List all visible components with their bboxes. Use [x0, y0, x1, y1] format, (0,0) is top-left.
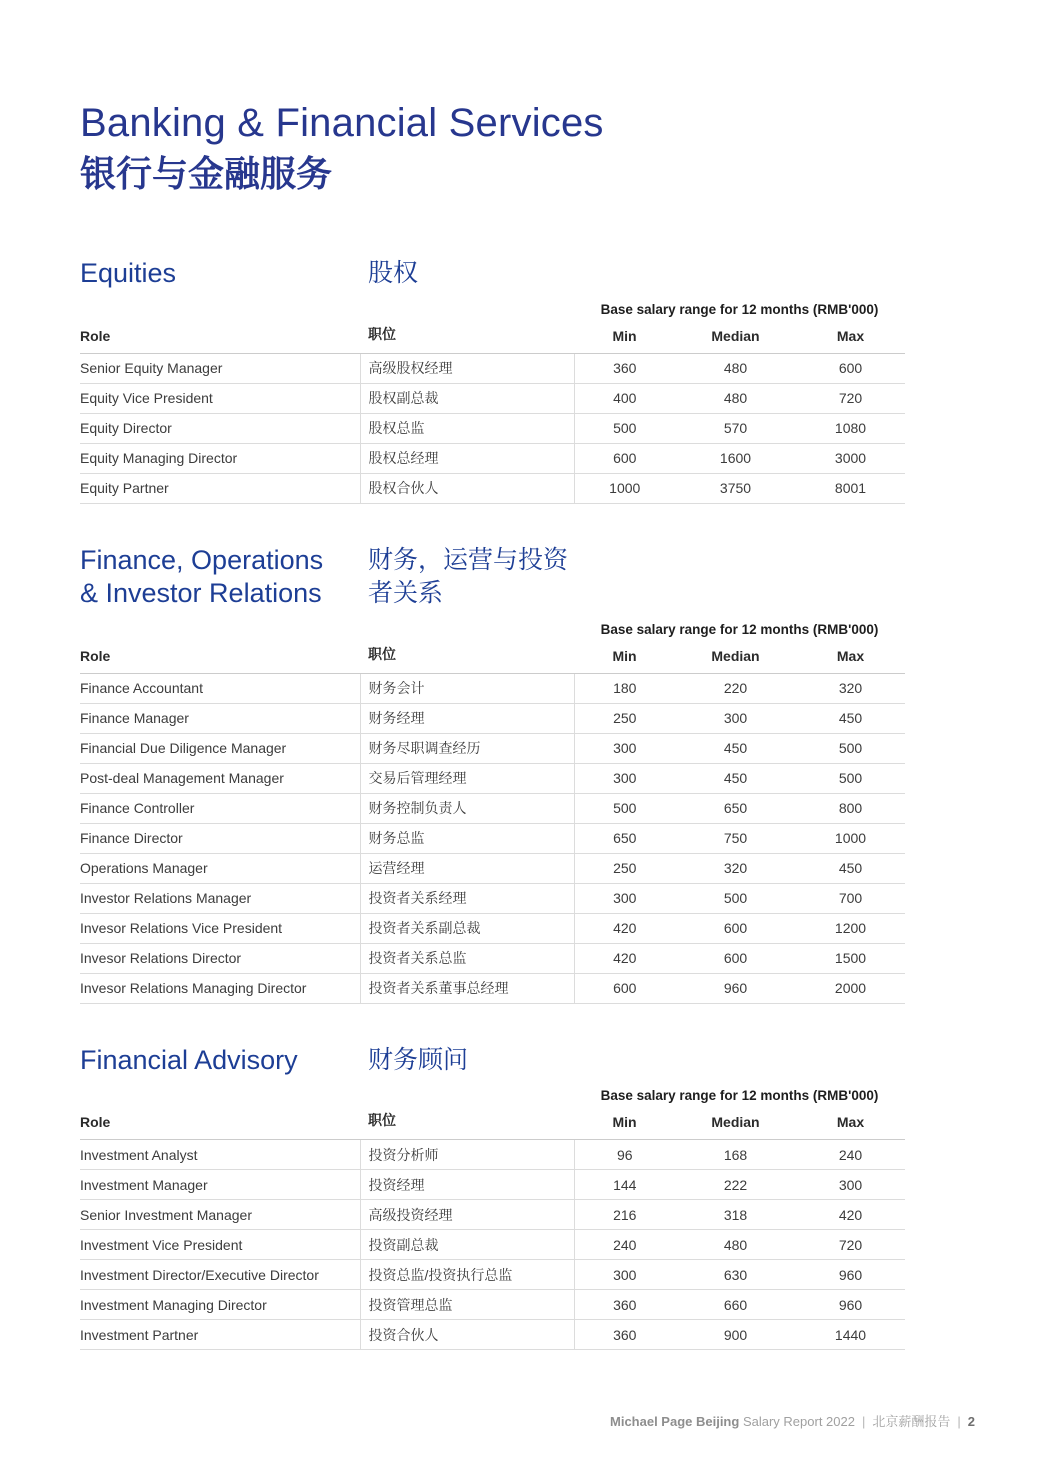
- table-row: [80, 383, 905, 413]
- cell-min: 216: [574, 1200, 675, 1230]
- cell-role-zh: 财务控制负责人: [360, 793, 574, 823]
- cell-role: Investment Partner: [80, 1320, 360, 1350]
- cell-role-zh: 投资副总裁: [360, 1230, 574, 1260]
- cell-role-zh: 投资分析师: [360, 1140, 574, 1170]
- cell-role: Finance Director: [80, 823, 360, 853]
- table-row: [80, 973, 905, 1003]
- cell-max: 320: [796, 673, 905, 703]
- cell-max: 300: [796, 1170, 905, 1200]
- salary-section: [80, 544, 905, 1004]
- table-row: [80, 763, 905, 793]
- table-row: [80, 883, 905, 913]
- cell-min: 250: [574, 853, 675, 883]
- cell-median: 750: [675, 823, 796, 853]
- cell-role-zh: 投资者关系总监: [360, 943, 574, 973]
- cell-median: 480: [675, 383, 796, 413]
- column-header-max: Max: [796, 324, 905, 354]
- cell-role: Operations Manager: [80, 853, 360, 883]
- cell-min: 360: [574, 1290, 675, 1320]
- table-row: [80, 1320, 905, 1350]
- salary-section: [80, 1044, 905, 1351]
- cell-min: 240: [574, 1230, 675, 1260]
- cell-median: 660: [675, 1290, 796, 1320]
- table-row: [80, 853, 905, 883]
- cell-role-zh: 投资合伙人: [360, 1320, 574, 1350]
- table-row: [80, 1230, 905, 1260]
- table-row: [80, 1170, 905, 1200]
- cell-min: 360: [574, 353, 675, 383]
- cell-role: Senior Investment Manager: [80, 1200, 360, 1230]
- salary-range-note: Base salary range for 12 months (RMB'000): [600, 1088, 879, 1104]
- table-row: [80, 793, 905, 823]
- column-header-role-zh: 职位: [360, 324, 574, 354]
- cell-median: 480: [675, 353, 796, 383]
- table-row: [80, 1140, 905, 1170]
- page-title-block: [80, 100, 905, 195]
- cell-role: Investment Vice President: [80, 1230, 360, 1260]
- cell-role-zh: 财务总监: [360, 823, 574, 853]
- cell-median: 222: [675, 1170, 796, 1200]
- column-header-median: Median: [675, 644, 796, 674]
- column-header-role: Role: [80, 1110, 360, 1140]
- salary-table: [80, 1110, 905, 1350]
- cell-role-zh: 高级股权经理: [360, 353, 574, 383]
- sections-container: [80, 257, 905, 1350]
- footer-separator: |: [957, 1414, 961, 1429]
- column-header-min: Min: [574, 324, 675, 354]
- cell-max: 2000: [796, 973, 905, 1003]
- cell-role: Equity Vice President: [80, 383, 360, 413]
- cell-role: Finance Accountant: [80, 673, 360, 703]
- table-row: [80, 823, 905, 853]
- table-row: [80, 673, 905, 703]
- cell-max: 720: [796, 383, 905, 413]
- cell-role: Post-deal Management Manager: [80, 763, 360, 793]
- cell-role: Senior Equity Manager: [80, 353, 360, 383]
- cell-min: 420: [574, 913, 675, 943]
- cell-min: 300: [574, 1260, 675, 1290]
- section-heading-en: Finance, Operations & Investor Relations: [80, 544, 324, 609]
- footer-report-title: Salary Report 2022: [742, 1414, 855, 1429]
- cell-median: 480: [675, 1230, 796, 1260]
- column-header-max: Max: [796, 1110, 905, 1140]
- cell-role: Equity Partner: [80, 473, 360, 503]
- salary-table: [80, 644, 905, 1004]
- footer-report-title-zh: 北京薪酬报告: [872, 1414, 951, 1429]
- cell-min: 300: [574, 763, 675, 793]
- cell-max: 1200: [796, 913, 905, 943]
- cell-max: 240: [796, 1140, 905, 1170]
- column-header-role: Role: [80, 324, 360, 354]
- cell-median: 318: [675, 1200, 796, 1230]
- cell-min: 360: [574, 1320, 675, 1350]
- page-title-en: Banking & Financial Services: [80, 101, 604, 145]
- cell-min: 650: [574, 823, 675, 853]
- cell-median: 570: [675, 413, 796, 443]
- table-body: [80, 1140, 905, 1350]
- table-row: [80, 913, 905, 943]
- cell-max: 1440: [796, 1320, 905, 1350]
- cell-role: Invesor Relations Vice President: [80, 913, 360, 943]
- cell-median: 600: [675, 943, 796, 973]
- cell-min: 96: [574, 1140, 675, 1170]
- column-header-max: Max: [796, 644, 905, 674]
- cell-role: Equity Managing Director: [80, 443, 360, 473]
- page-content: [80, 0, 905, 1350]
- cell-role-zh: 股权总监: [360, 413, 574, 443]
- cell-max: 420: [796, 1200, 905, 1230]
- cell-role-zh: 投资者关系副总裁: [360, 913, 574, 943]
- cell-role-zh: 财务尽职调查经历: [360, 733, 574, 763]
- cell-median: 3750: [675, 473, 796, 503]
- table-row: [80, 1290, 905, 1320]
- salary-range-note: Base salary range for 12 months (RMB'000): [600, 621, 879, 637]
- cell-max: 450: [796, 703, 905, 733]
- table-row: [80, 353, 905, 383]
- section-heading-zh: 财务，运营与投资者关系: [368, 545, 569, 608]
- cell-role: Invesor Relations Managing Director: [80, 973, 360, 1003]
- column-header-min: Min: [574, 1110, 675, 1140]
- cell-role: Investment Director/Executive Director: [80, 1260, 360, 1290]
- section-heading: [80, 257, 905, 291]
- cell-role: Investment Analyst: [80, 1140, 360, 1170]
- cell-role-zh: 高级投资经理: [360, 1200, 574, 1230]
- cell-median: 600: [675, 913, 796, 943]
- cell-median: 500: [675, 883, 796, 913]
- cell-median: 960: [675, 973, 796, 1003]
- cell-max: 700: [796, 883, 905, 913]
- cell-min: 300: [574, 883, 675, 913]
- cell-min: 300: [574, 733, 675, 763]
- cell-max: 1000: [796, 823, 905, 853]
- cell-max: 500: [796, 763, 905, 793]
- cell-max: 3000: [796, 443, 905, 473]
- table-body: [80, 353, 905, 503]
- cell-min: 500: [574, 793, 675, 823]
- section-heading-zh: 财务顾问: [368, 1045, 469, 1074]
- cell-role-zh: 投资总监/投资执行总监: [360, 1260, 574, 1290]
- section-heading: [80, 544, 905, 611]
- cell-role-zh: 投资者关系董事总经理: [360, 973, 574, 1003]
- cell-min: 600: [574, 973, 675, 1003]
- cell-min: 180: [574, 673, 675, 703]
- cell-role-zh: 股权合伙人: [360, 473, 574, 503]
- cell-role-zh: 交易后管理经理: [360, 763, 574, 793]
- column-header-median: Median: [675, 324, 796, 354]
- section-heading-en: Financial Advisory: [80, 1044, 298, 1075]
- cell-role-zh: 股权总经理: [360, 443, 574, 473]
- cell-max: 720: [796, 1230, 905, 1260]
- cell-max: 500: [796, 733, 905, 763]
- table-body: [80, 673, 905, 1003]
- cell-role-zh: 股权副总裁: [360, 383, 574, 413]
- cell-min: 500: [574, 413, 675, 443]
- cell-median: 1600: [675, 443, 796, 473]
- column-header-role-zh: 职位: [360, 644, 574, 674]
- column-header-median: Median: [675, 1110, 796, 1140]
- footer-page-number: 2: [967, 1414, 975, 1429]
- cell-role-zh: 投资管理总监: [360, 1290, 574, 1320]
- table-row: [80, 473, 905, 503]
- cell-max: 8001: [796, 473, 905, 503]
- cell-role: Invesor Relations Director: [80, 943, 360, 973]
- cell-role-zh: 运营经理: [360, 853, 574, 883]
- table-row: [80, 943, 905, 973]
- cell-role-zh: 投资者关系经理: [360, 883, 574, 913]
- salary-range-note: Base salary range for 12 months (RMB'000): [600, 301, 879, 317]
- column-header-role-zh: 职位: [360, 1110, 574, 1140]
- table-header-row: [80, 324, 905, 354]
- cell-median: 168: [675, 1140, 796, 1170]
- column-header-min: Min: [574, 644, 675, 674]
- table-row: [80, 1260, 905, 1290]
- table-row: [80, 443, 905, 473]
- salary-section: [80, 257, 905, 504]
- table-row: [80, 733, 905, 763]
- cell-role-zh: 财务会计: [360, 673, 574, 703]
- table-header-row: [80, 644, 905, 674]
- table-row: [80, 1200, 905, 1230]
- footer-separator: |: [861, 1414, 866, 1429]
- cell-max: 960: [796, 1260, 905, 1290]
- cell-min: 420: [574, 943, 675, 973]
- cell-min: 250: [574, 703, 675, 733]
- cell-role: Financial Due Diligence Manager: [80, 733, 360, 763]
- cell-median: 900: [675, 1320, 796, 1350]
- cell-max: 600: [796, 353, 905, 383]
- cell-role: Finance Controller: [80, 793, 360, 823]
- cell-min: 1000: [574, 473, 675, 503]
- cell-max: 1500: [796, 943, 905, 973]
- cell-min: 400: [574, 383, 675, 413]
- cell-role: Investment Manager: [80, 1170, 360, 1200]
- table-header-row: [80, 1110, 905, 1140]
- table-row: [80, 703, 905, 733]
- cell-max: 960: [796, 1290, 905, 1320]
- cell-max: 1080: [796, 413, 905, 443]
- section-heading: [80, 1044, 905, 1078]
- table-row: [80, 413, 905, 443]
- salary-table: [80, 324, 905, 504]
- cell-role: Investment Managing Director: [80, 1290, 360, 1320]
- cell-median: 300: [675, 703, 796, 733]
- section-heading-en: Equities: [80, 258, 177, 289]
- column-header-role: Role: [80, 644, 360, 674]
- page-title-zh: 银行与金融服务: [80, 153, 333, 195]
- cell-median: 630: [675, 1260, 796, 1290]
- section-heading-zh: 股权: [368, 259, 419, 288]
- cell-role-zh: 财务经理: [360, 703, 574, 733]
- cell-role-zh: 投资经理: [360, 1170, 574, 1200]
- cell-role: Investor Relations Manager: [80, 883, 360, 913]
- cell-role: Finance Manager: [80, 703, 360, 733]
- page-footer: [610, 1411, 975, 1430]
- cell-role: Equity Director: [80, 413, 360, 443]
- cell-median: 650: [675, 793, 796, 823]
- cell-min: 144: [574, 1170, 675, 1200]
- cell-median: 450: [675, 733, 796, 763]
- cell-max: 800: [796, 793, 905, 823]
- cell-median: 450: [675, 763, 796, 793]
- cell-min: 600: [574, 443, 675, 473]
- cell-max: 450: [796, 853, 905, 883]
- cell-median: 220: [675, 673, 796, 703]
- footer-brand: Michael Page Beijing: [610, 1414, 740, 1429]
- cell-median: 320: [675, 853, 796, 883]
